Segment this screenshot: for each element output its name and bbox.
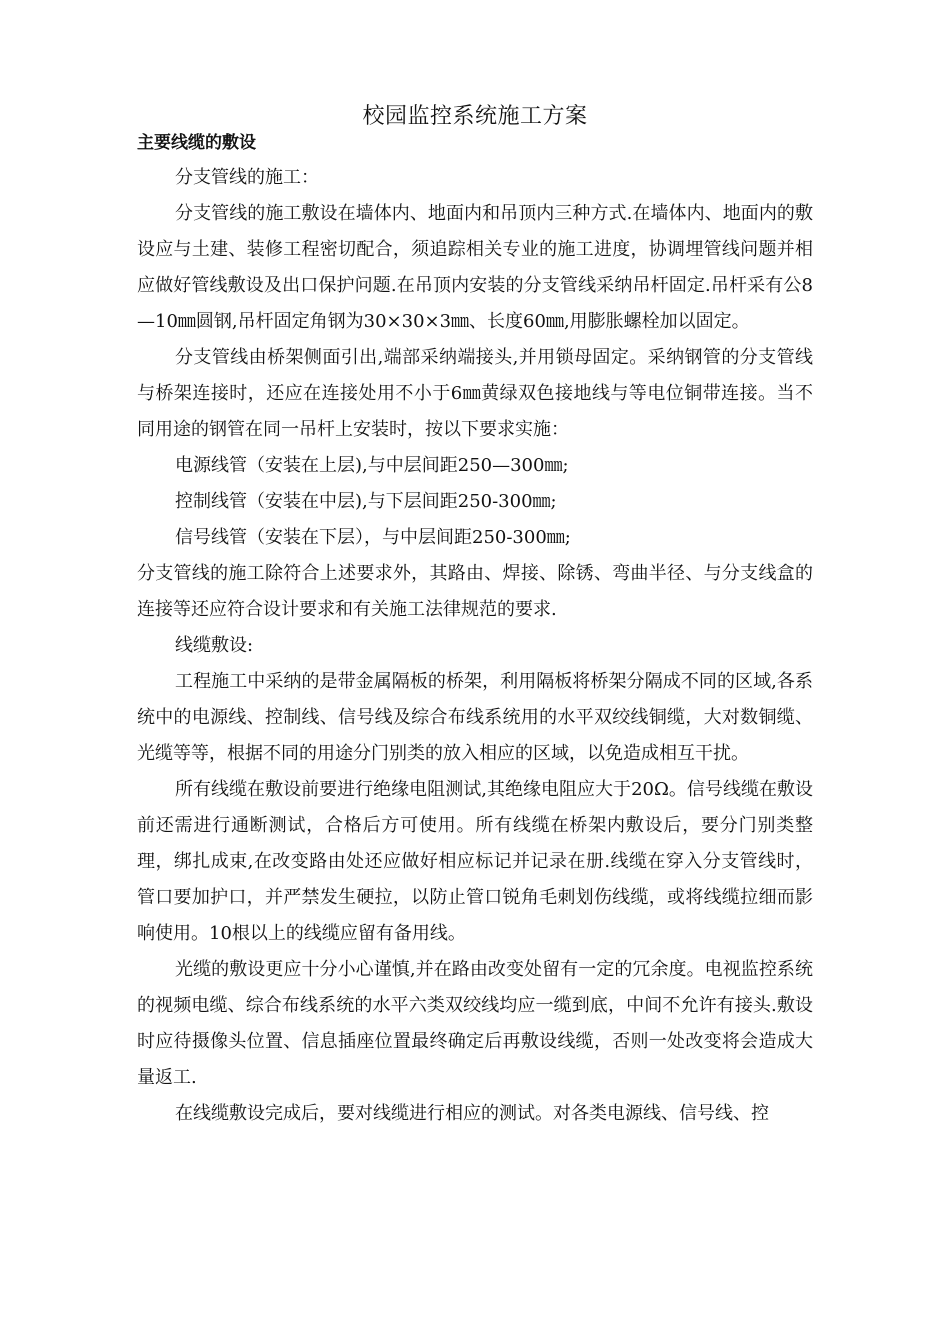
paragraph-cable-testing: 所有线缆在敷设前要进行绝缘电阻测试,其绝缘电阻应大于20Ω。信号线缆在敷设前还需进行通断测试，合格后方可使用。所有线缆在桥架内敷设后，要分门别类整理，绑扎成束,在改变路由处还应做好相应标记并记录在册.线缆在穿入分支管线时，管口要加护口，并严禁发生硬拉，以防止管口锐角毛刺划伤线缆，或将线缆拉细而影响使用。10根以上的线缆应留有备用线。 [137,779,813,944]
list-item-power-conduit: 电源线管（安装在上层),与中层间距250—300㎜; [175,455,569,476]
paragraph-cable-tray: 工程施工中采纳的是带金属隔板的桥架，利用隔板将桥架分隔成不同的区域,各系统中的电源线、控制线、信号线及综合布线系统用的水平双绞线铜缆，大对数铜缆、光缆等等，根据不同的用途分门别类的放入相应的区域，以免造成相互干扰。 [137,671,813,764]
paragraph-branch-pipe-requirements: 分支管线的施工除符合上述要求外，其路由、焊接、除锈、弯曲半径、与分支线盒的连接等还应符合设计要求和有关施工法律规范的要求. [137,563,813,620]
paragraph-cable-laying-heading: 线缆敷设: [175,635,254,656]
paragraph-branch-pipe-laying: 分支管线的施工敷设在墙体内、地面内和吊顶内三种方式.在墙体内、地面内的敷设应与土建、装修工程密切配合，须追踪相关专业的施工进度，协调埋管线问题并相应做好管线敷设及出口保护问题.在吊顶内安装的分支管线采纳吊杆固定.吊杆采有公8—10㎜圆钢,吊杆固定角钢为30×30×3㎜、长度60㎜,用膨胀螺栓加以固定。 [137,203,813,332]
section-heading: 主要线缆的敷设 [137,133,256,153]
document-title: 校园监控系统施工方案 [362,104,588,129]
paragraph-fiber-laying: 光缆的敷设更应十分小心谨慎,并在路由改变处留有一定的冗余度。电视监控系统的视频电缆、综合布线系统的水平六类双绞线均应一缆到底，中间不允许有接头.敷设时应待摄像头位置、信息插座位置最终确定后再敷设线缆，否则一处改变将会造成大量返工. [137,959,813,1088]
paragraph-branch-pipe-connection: 分支管线由桥架侧面引出,端部采纳端接头,并用锁母固定。采纳钢管的分支管线与桥架连接时，还应在连接处用不小于6㎜黄绿双色接地线与等电位铜带连接。当不同用途的钢管在同一吊杆上安装时，按以下要求实施： [137,347,813,440]
paragraph-branch-pipe-heading: 分支管线的施工： [175,167,319,188]
list-item-signal-conduit: 信号线管（安装在下层），与中层间距250-300㎜; [175,527,571,548]
document-body [137,160,813,1132]
list-item-control-conduit: 控制线管（安装在中层),与下层间距250-300㎜; [175,491,557,512]
paragraph-post-laying-test: 在线缆敷设完成后，要对线缆进行相应的测试。对各类电源线、信号线、控 [175,1103,769,1124]
